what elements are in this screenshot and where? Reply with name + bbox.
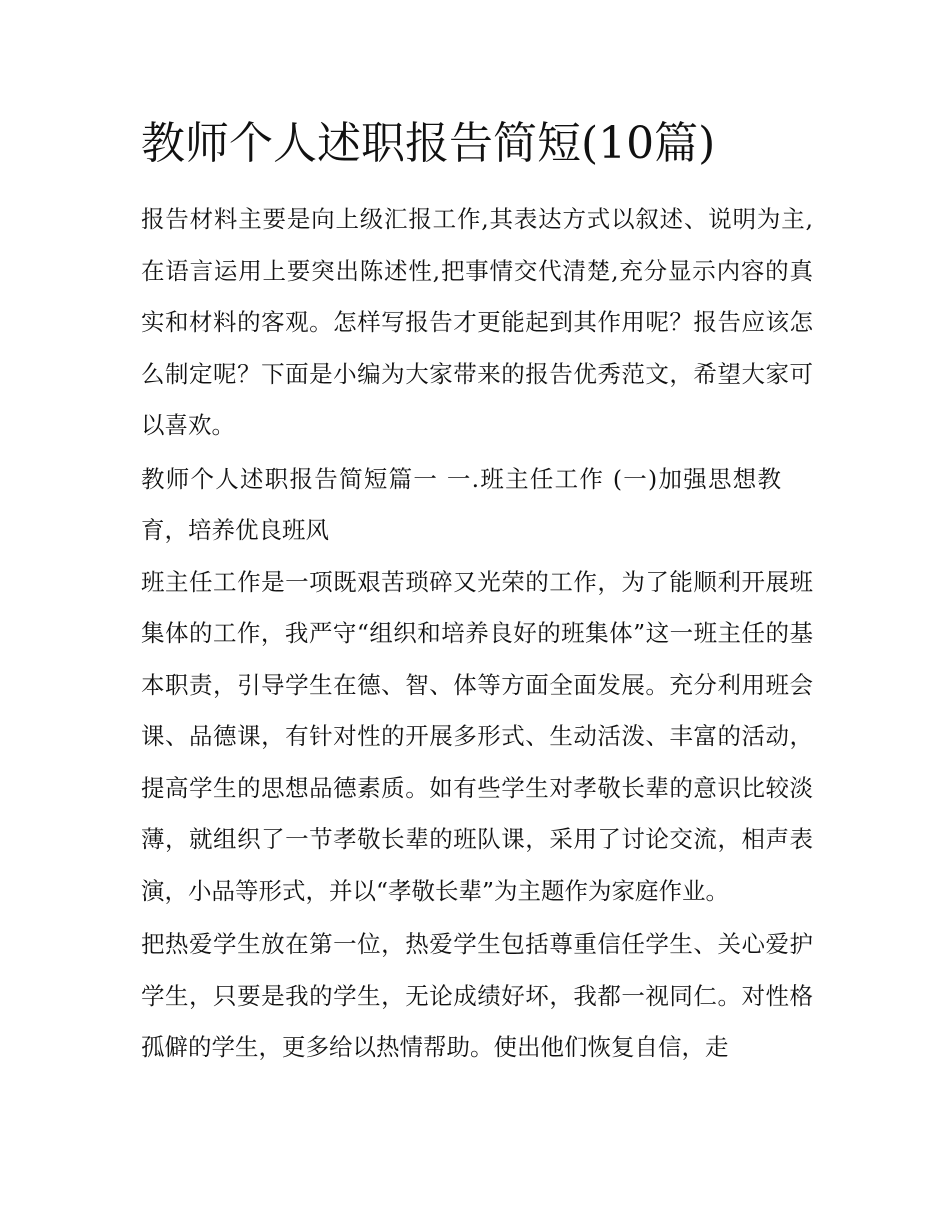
document-title: 教师个人述职报告简短(10篇) bbox=[141, 118, 716, 169]
body-paragraph: 班主任工作是一项既艰苦琐碎又光荣的工作，为了能顺利开展班集体的工作，我严守“组织和培养良好的班集体”这一班主任的基本职责，引导学生在德、智、体等方面全面发展。充分利用班会课、品德课，有针对性的开展多形式、生动活泼、丰富的活动，提高学生的思想品德素质。如有些学生对孝敬长辈的意识比较淡薄，就组织了一节孝敬长辈的班队课，采用了讨论交流，相声表演，小品等形式，并以“孝敬长辈”为主题作为家庭作业。 bbox=[141, 567, 813, 905]
body-paragraph: 把热爱学生放在第一位，热爱学生包括尊重信任学生、关心爱护学生，只要是我的学生，无论成绩好坏，我都一视同仁。对性格孤僻的学生，更多给以热情帮助。使出他们恢复自信，走 bbox=[141, 930, 813, 1061]
document-body bbox=[141, 112, 813, 1076]
section-heading-paragraph: 教师个人述职报告简短篇一 一.班主任工作 (一)加强思想教育，培养优良班风 bbox=[141, 464, 781, 544]
intro-paragraph: 报告材料主要是向上级汇报工作,其表达方式以叙述、说明为主,在语言运用上要突出陈述性,把事情交代清楚,充分显示内容的真实和材料的客观。怎样写报告才更能起到其作用呢？报告应该怎么制定呢？下面是小编为大家带来的报告优秀范文，希望大家可以喜欢。 bbox=[141, 205, 813, 439]
